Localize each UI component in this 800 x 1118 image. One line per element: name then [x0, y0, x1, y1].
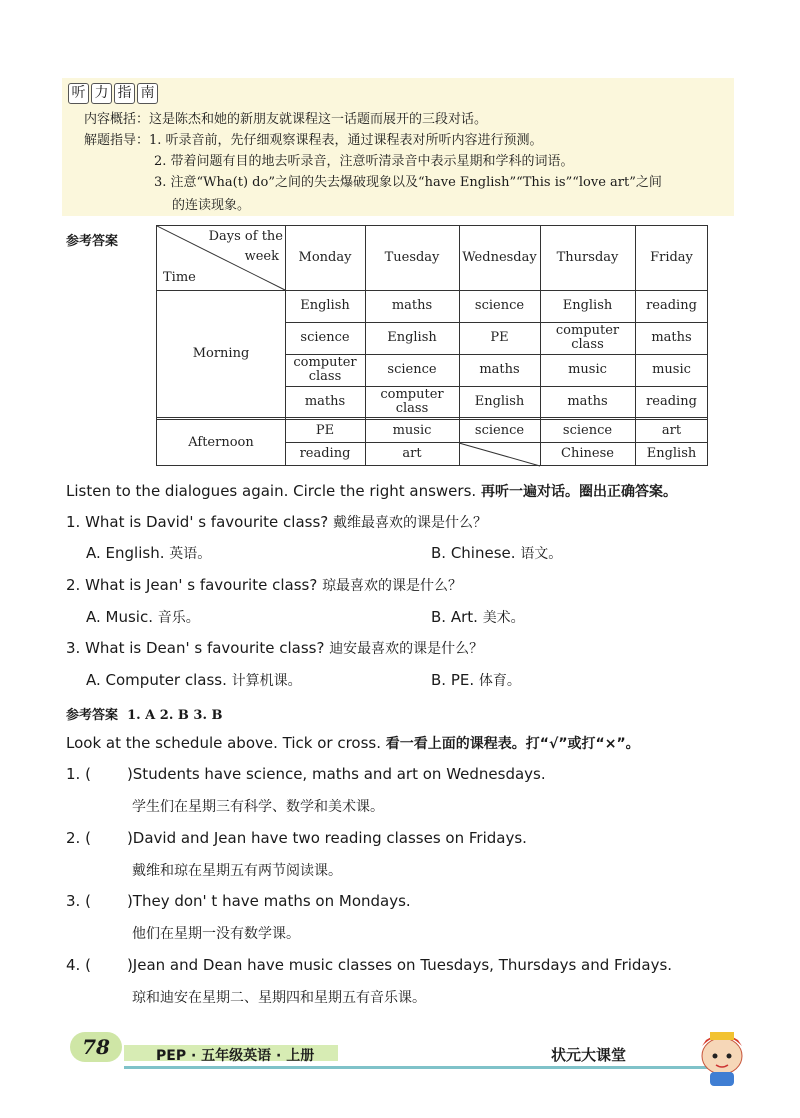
- tick-cross-item: 1. ( )Students have science, maths and art on Wednesdays.: [66, 765, 546, 783]
- timetable-cell: English: [562, 298, 613, 313]
- question-3-option-b[interactable]: B. PE. 体育。: [431, 671, 521, 689]
- listening-guide-box: [62, 78, 734, 216]
- corner-header-week: week: [244, 249, 279, 264]
- timetable-cell: science: [562, 422, 613, 438]
- footer-brand: 状元大课堂: [551, 1046, 627, 1064]
- question-2-option-b[interactable]: B. Art. 美术。: [431, 608, 525, 626]
- tick-cross-item-translation: 琼和迪安在星期二、星期四和星期五有音乐课。: [132, 990, 426, 1006]
- timetable-cell: English: [387, 330, 437, 345]
- question-3: 3. What is Dean' s favourite class? 迪安最喜欢的课是什么？: [66, 639, 484, 657]
- guide-tip-1: 解题指导：1. 听录音前，先仔细观察课程表，通过课程表对所听内容进行预测。: [84, 133, 543, 148]
- timetable-cell: PE: [315, 422, 335, 438]
- timetable-cell: maths: [304, 393, 346, 409]
- timetable-cell: computer class: [555, 323, 620, 352]
- timetable-cell: English: [646, 446, 697, 461]
- timetable-cell: [459, 442, 540, 466]
- corner-header-time: Time: [163, 270, 196, 285]
- timetable: [156, 225, 708, 466]
- timetable-cell: English: [474, 393, 525, 409]
- tick-cross-blank[interactable]: 1. (: [66, 765, 91, 783]
- row-label-morning: Morning: [192, 345, 250, 361]
- guide-summary: 内容概括：这是陈杰和她的新朋友就课程这一话题而展开的三段对话。: [84, 112, 488, 127]
- timetable-cell: music: [568, 362, 607, 377]
- tick-cross-item-translation: 他们在星期一没有数学课。: [132, 926, 300, 942]
- timetable-cell: music: [392, 422, 432, 438]
- timetable-cell: PE: [490, 330, 509, 345]
- tick-cross-item-translation: 学生们在星期三有科学、数学和美术课。: [132, 799, 384, 815]
- day-header-monday: Monday: [298, 250, 352, 265]
- tick-cross-blank[interactable]: 3. (: [66, 892, 91, 910]
- tick-cross-item: 3. ( )They don' t have maths on Mondays.: [66, 892, 411, 910]
- question-2: 2. What is Jean' s favourite class? 琼最喜欢的课是什么？: [66, 576, 463, 594]
- tick-cross-blank[interactable]: 2. (: [66, 829, 91, 847]
- timetable-cell: maths: [567, 393, 608, 409]
- section2-answers: 1. A 2. B 3. B: [127, 708, 223, 723]
- mascot-figure: [688, 1026, 754, 1088]
- question-3-option-a[interactable]: A. Computer class. 计算机课。: [86, 671, 302, 689]
- section3-instruction: Look at the schedule above. Tick or cross. 看一看上面的课程表。打“√”或打“×”。: [66, 734, 640, 752]
- timetable-cell: Chinese: [561, 446, 614, 461]
- timetable-cell: computer class: [293, 355, 357, 384]
- timetable-cell: computer class: [380, 386, 444, 416]
- day-header-thursday: Thursday: [556, 250, 619, 265]
- corner-header-days: Days of the: [208, 229, 283, 244]
- timetable-cell: science: [387, 362, 437, 377]
- footer-book-title: PEP · 五年级英语 · 上册: [156, 1048, 315, 1064]
- page-number: 78: [70, 1032, 122, 1062]
- timetable-cell: maths: [651, 330, 692, 345]
- answer-label-2: 参考答案 1. A 2. B 3. B: [66, 708, 223, 723]
- question-1-option-a[interactable]: A. English. 英语。: [86, 544, 212, 562]
- guide-tip-2: 2. 带着问题有目的地去听录音，注意听清录音中表示星期和学科的词语。: [154, 154, 574, 169]
- timetable-cell: reading: [646, 298, 697, 313]
- timetable-cell: science: [474, 422, 525, 438]
- timetable-cell: English: [300, 298, 350, 313]
- day-header-wednesday: Wednesday: [462, 250, 537, 265]
- timetable-cell: maths: [391, 298, 433, 313]
- tick-cross-item-translation: 戴维和琼在星期五有两节阅读课。: [132, 863, 342, 879]
- timetable-cell: music: [652, 362, 691, 377]
- day-header-friday: Friday: [650, 250, 693, 265]
- footer-rule: [124, 1066, 714, 1069]
- timetable-cell: reading: [299, 446, 351, 461]
- tick-cross-item: 4. ( )Jean and Dean have music classes on Tuesdays, Thursdays and Fridays.: [66, 956, 673, 974]
- tick-cross-item: 2. ( )David and Jean have two reading classes on Fridays.: [66, 829, 527, 847]
- section2-instruction: Listen to the dialogues again. Circle the right answers. 再听一遍对话。圈出正确答案。: [66, 482, 677, 500]
- timetable-cell: science: [474, 298, 525, 313]
- timetable-cell: maths: [479, 362, 520, 377]
- guide-tip-3-cont: 的连读现象。: [172, 198, 251, 213]
- timetable-cell: art: [661, 422, 682, 438]
- listening-guide-title: 听 力 指 南: [68, 83, 158, 104]
- question-2-option-a[interactable]: A. Music. 音乐。: [86, 608, 200, 626]
- timetable-cell: art: [402, 446, 422, 461]
- timetable-cell: science: [300, 330, 350, 345]
- timetable-cell: reading: [646, 393, 697, 409]
- answer-label-1: 参考答案: [66, 234, 119, 249]
- tick-cross-blank[interactable]: 4. (: [66, 956, 91, 974]
- question-1-option-b[interactable]: B. Chinese. 语文。: [431, 544, 563, 562]
- day-header-tuesday: Tuesday: [384, 250, 440, 265]
- question-1: 1. What is David' s favourite class? 戴维最喜欢的课是什么？: [66, 513, 488, 531]
- row-label-afternoon: Afternoon: [188, 434, 254, 450]
- guide-tip-3: 3. 注意“Wha(t) do”之间的失去爆破现象以及“have English”“This is”“love art”之间: [154, 175, 662, 190]
